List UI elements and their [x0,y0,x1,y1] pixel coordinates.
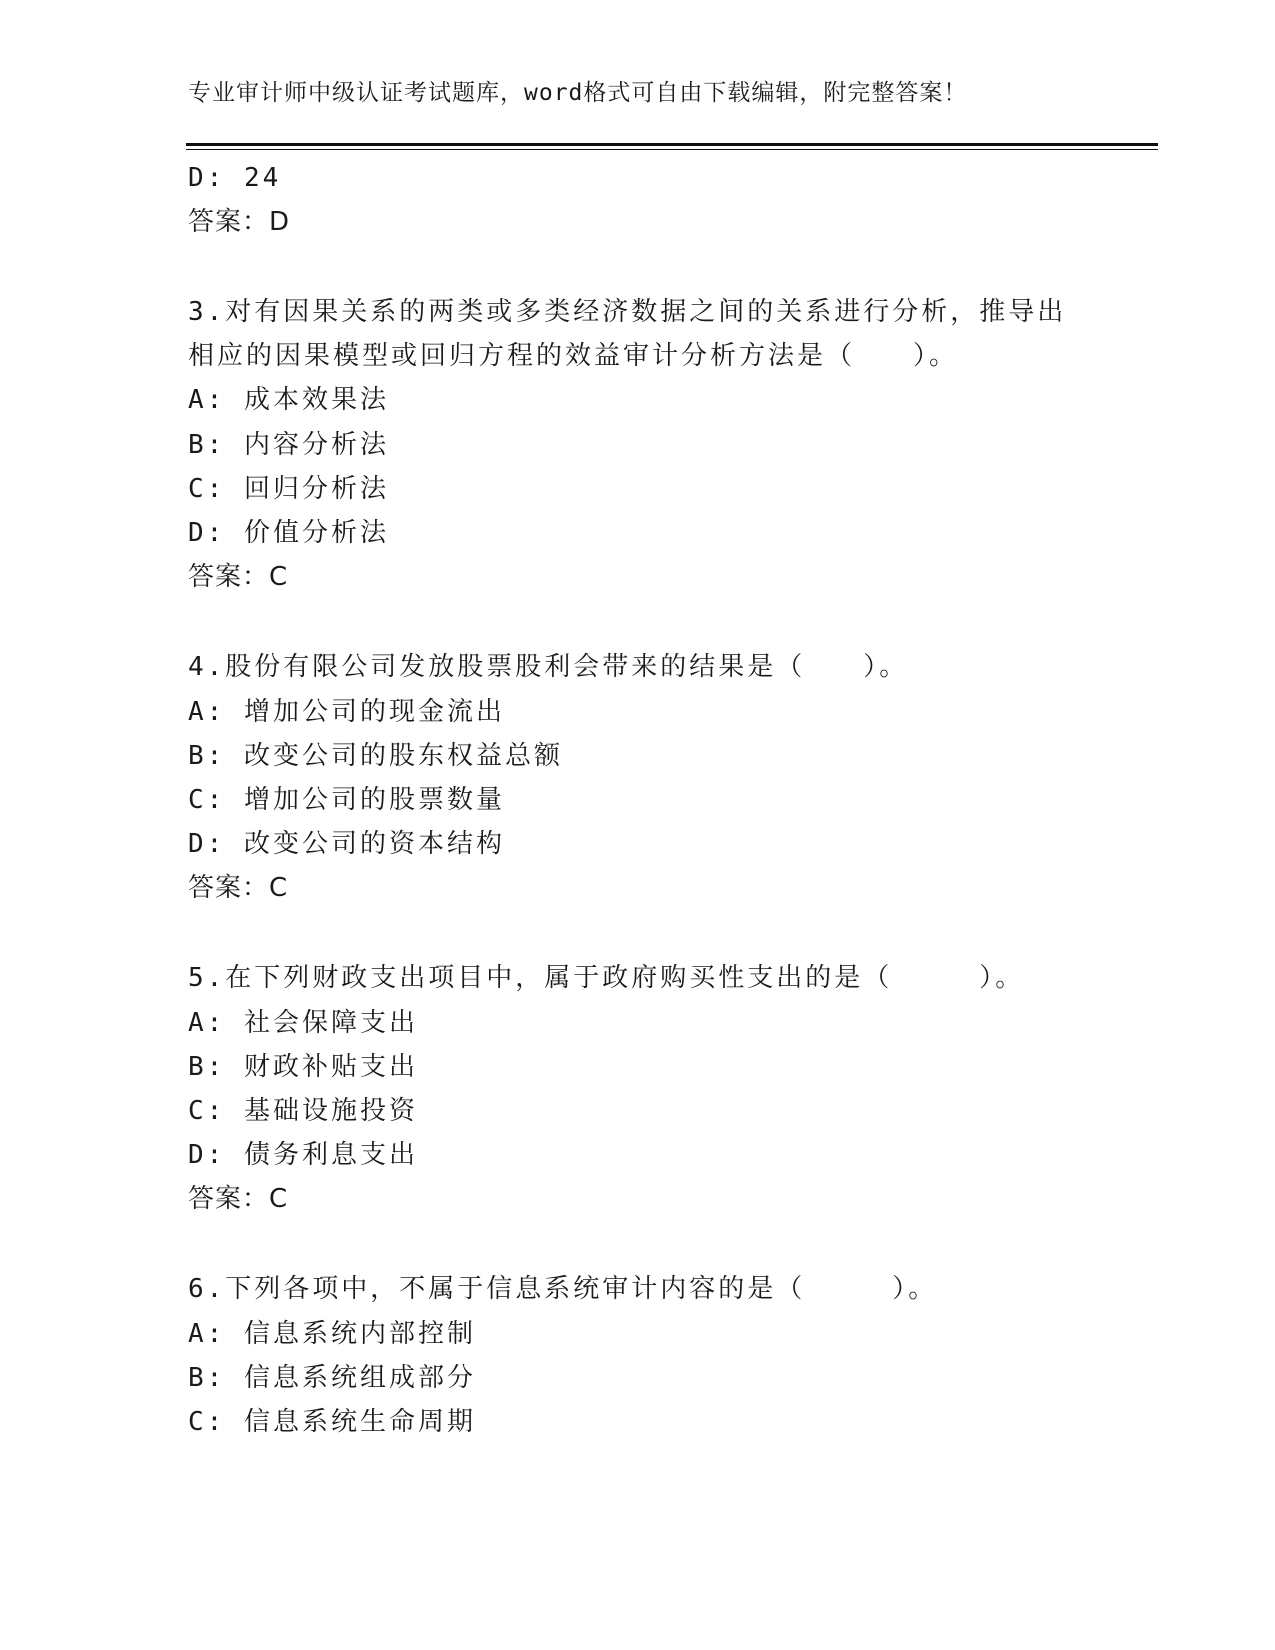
option-c: C: 回归分析法 [188,474,389,504]
option-b: B: 信息系统组成部分 [188,1363,476,1393]
option-c: C: 基础设施投资 [188,1096,418,1126]
option-d: D: 债务利息支出 [188,1140,418,1170]
option-d: D: 24 [188,163,282,193]
option-b: B: 内容分析法 [188,430,389,460]
answer: 答案：C [188,562,289,592]
option-b: B: 财政补贴支出 [188,1052,418,1082]
page-header: 专业审计师中级认证考试题库，word格式可自由下载编辑，附完整答案！ [188,80,968,106]
option-c: C: 信息系统生命周期 [188,1407,476,1437]
option-a: A: 增加公司的现金流出 [188,697,505,727]
question-5: 5.在下列财政支出项目中，属于政府购买性支出的是（ ）。 [188,963,1025,993]
answer: 答案：C [188,873,289,903]
answer: 答案：C [188,1184,289,1214]
header-rule-thin [186,149,1158,150]
answer: 答案：D [188,207,291,237]
option-d: D: 改变公司的资本结构 [188,829,505,859]
option-a: A: 成本效果法 [188,385,389,415]
question-6: 6.下列各项中，不属于信息系统审计内容的是（ ）。 [188,1274,938,1304]
question-4: 4.股份有限公司发放股票股利会带来的结果是（ ）。 [188,652,909,682]
option-a: A: 信息系统内部控制 [188,1319,476,1349]
option-b: B: 改变公司的股东权益总额 [188,741,563,771]
question-3-line-1: 3.对有因果关系的两类或多类经济数据之间的关系进行分析，推导出 [188,297,1067,327]
option-d: D: 价值分析法 [188,518,389,548]
question-3-line-2: 相应的因果模型或回归方程的效益审计分析方法是（ ）。 [188,341,959,371]
option-c: C: 增加公司的股票数量 [188,785,505,815]
header-rule-thick [186,143,1158,146]
option-a: A: 社会保障支出 [188,1008,418,1038]
